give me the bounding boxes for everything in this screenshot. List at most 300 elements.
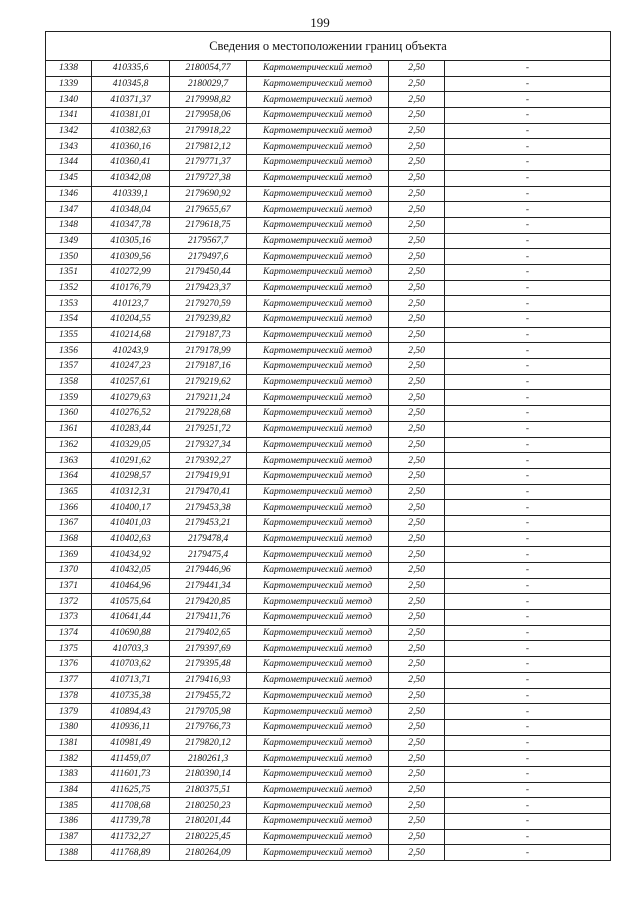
- description-cell: -: [445, 719, 611, 735]
- y-coordinate-cell: 2179423,37: [170, 280, 247, 296]
- x-coordinate-cell: 410371,37: [92, 92, 170, 108]
- x-coordinate-cell: 410936,11: [92, 719, 170, 735]
- accuracy-cell: 2,50: [389, 845, 445, 861]
- y-coordinate-cell: 2179251,72: [170, 421, 247, 437]
- description-cell: -: [445, 406, 611, 422]
- table-row: [46, 751, 611, 767]
- accuracy-cell: 2,50: [389, 437, 445, 453]
- accuracy-cell: 2,50: [389, 672, 445, 688]
- point-number-cell: 1368: [46, 531, 92, 547]
- point-number-cell: 1383: [46, 766, 92, 782]
- y-coordinate-cell: 2179998,82: [170, 92, 247, 108]
- x-coordinate-cell: 410703,3: [92, 641, 170, 657]
- accuracy-cell: 2,50: [389, 296, 445, 312]
- accuracy-cell: 2,50: [389, 625, 445, 641]
- y-coordinate-cell: 2179771,37: [170, 155, 247, 171]
- point-number-cell: 1344: [46, 155, 92, 171]
- table-row: [46, 170, 611, 186]
- table-row: [46, 406, 611, 422]
- x-coordinate-cell: 410309,56: [92, 249, 170, 265]
- point-number-cell: 1384: [46, 782, 92, 798]
- table-row: [46, 421, 611, 437]
- method-cell: Картометрический метод: [247, 625, 389, 641]
- y-coordinate-cell: 2179453,38: [170, 500, 247, 516]
- x-coordinate-cell: 410342,08: [92, 170, 170, 186]
- description-cell: -: [445, 312, 611, 328]
- y-coordinate-cell: 2179211,24: [170, 390, 247, 406]
- table-row: [46, 688, 611, 704]
- point-number-cell: 1358: [46, 374, 92, 390]
- table-row: [46, 610, 611, 626]
- description-cell: -: [445, 845, 611, 861]
- accuracy-cell: 2,50: [389, 610, 445, 626]
- table-row: [46, 186, 611, 202]
- description-cell: -: [445, 374, 611, 390]
- method-cell: Картометрический метод: [247, 531, 389, 547]
- table-title-row: [46, 32, 611, 61]
- table-row: [46, 672, 611, 688]
- point-number-cell: 1385: [46, 798, 92, 814]
- point-number-cell: 1388: [46, 845, 92, 861]
- description-cell: -: [445, 343, 611, 359]
- table-row: [46, 155, 611, 171]
- method-cell: Картометрический метод: [247, 139, 389, 155]
- description-cell: -: [445, 641, 611, 657]
- page-number: 199: [310, 15, 330, 30]
- description-cell: -: [445, 186, 611, 202]
- x-coordinate-cell: 410641,44: [92, 610, 170, 626]
- point-number-cell: 1374: [46, 625, 92, 641]
- method-cell: Картометрический метод: [247, 515, 389, 531]
- table-row: [46, 563, 611, 579]
- accuracy-cell: 2,50: [389, 202, 445, 218]
- description-cell: -: [445, 563, 611, 579]
- method-cell: Картометрический метод: [247, 92, 389, 108]
- accuracy-cell: 2,50: [389, 453, 445, 469]
- description-cell: -: [445, 76, 611, 92]
- table-row: [46, 437, 611, 453]
- description-cell: -: [445, 249, 611, 265]
- table-row: [46, 547, 611, 563]
- accuracy-cell: 2,50: [389, 217, 445, 233]
- table-row: [46, 766, 611, 782]
- accuracy-cell: 2,50: [389, 766, 445, 782]
- table-row: [46, 202, 611, 218]
- description-cell: -: [445, 672, 611, 688]
- x-coordinate-cell: 410360,41: [92, 155, 170, 171]
- description-cell: -: [445, 766, 611, 782]
- x-coordinate-cell: 411732,27: [92, 829, 170, 845]
- y-coordinate-cell: 2179419,91: [170, 468, 247, 484]
- table-row: [46, 76, 611, 92]
- x-coordinate-cell: 410981,49: [92, 735, 170, 751]
- method-cell: Картометрический метод: [247, 814, 389, 830]
- point-number-cell: 1369: [46, 547, 92, 563]
- y-coordinate-cell: 2179820,12: [170, 735, 247, 751]
- method-cell: Картометрический метод: [247, 202, 389, 218]
- description-cell: -: [445, 798, 611, 814]
- table-row: [46, 829, 611, 845]
- method-cell: Картометрический метод: [247, 641, 389, 657]
- method-cell: Картометрический метод: [247, 719, 389, 735]
- accuracy-cell: 2,50: [389, 688, 445, 704]
- y-coordinate-cell: 2179392,27: [170, 453, 247, 469]
- x-coordinate-cell: 410329,05: [92, 437, 170, 453]
- method-cell: Картометрический метод: [247, 217, 389, 233]
- table-row: [46, 249, 611, 265]
- x-coordinate-cell: 410176,79: [92, 280, 170, 296]
- accuracy-cell: 2,50: [389, 359, 445, 375]
- table-row: [46, 515, 611, 531]
- x-coordinate-cell: 410345,8: [92, 76, 170, 92]
- point-number-cell: 1381: [46, 735, 92, 751]
- y-coordinate-cell: 2179397,69: [170, 641, 247, 657]
- description-cell: -: [445, 108, 611, 124]
- x-coordinate-cell: 410713,71: [92, 672, 170, 688]
- table-row: [46, 123, 611, 139]
- x-coordinate-cell: 410464,96: [92, 578, 170, 594]
- table-row: [46, 453, 611, 469]
- y-coordinate-cell: 2180250,23: [170, 798, 247, 814]
- method-cell: Картометрический метод: [247, 249, 389, 265]
- point-number-cell: 1372: [46, 594, 92, 610]
- point-number-cell: 1387: [46, 829, 92, 845]
- accuracy-cell: 2,50: [389, 657, 445, 673]
- method-cell: Картометрический метод: [247, 61, 389, 77]
- method-cell: Картометрический метод: [247, 766, 389, 782]
- point-number-cell: 1346: [46, 186, 92, 202]
- y-coordinate-cell: 2180375,51: [170, 782, 247, 798]
- method-cell: Картометрический метод: [247, 672, 389, 688]
- x-coordinate-cell: 410214,68: [92, 327, 170, 343]
- x-coordinate-cell: 410400,17: [92, 500, 170, 516]
- accuracy-cell: 2,50: [389, 406, 445, 422]
- x-coordinate-cell: 410575,64: [92, 594, 170, 610]
- method-cell: Картометрический метод: [247, 500, 389, 516]
- point-number-cell: 1382: [46, 751, 92, 767]
- point-number-cell: 1349: [46, 233, 92, 249]
- table-title: Сведения о местоположении границ объекта: [46, 32, 611, 61]
- x-coordinate-cell: 410291,62: [92, 453, 170, 469]
- table-row: [46, 484, 611, 500]
- accuracy-cell: 2,50: [389, 139, 445, 155]
- x-coordinate-cell: 410279,63: [92, 390, 170, 406]
- method-cell: Картометрический метод: [247, 233, 389, 249]
- method-cell: Картометрический метод: [247, 437, 389, 453]
- x-coordinate-cell: 410401,03: [92, 515, 170, 531]
- table-row: [46, 468, 611, 484]
- y-coordinate-cell: 2180029,7: [170, 76, 247, 92]
- x-coordinate-cell: 410348,04: [92, 202, 170, 218]
- accuracy-cell: 2,50: [389, 170, 445, 186]
- x-coordinate-cell: 410247,23: [92, 359, 170, 375]
- description-cell: -: [445, 359, 611, 375]
- accuracy-cell: 2,50: [389, 421, 445, 437]
- table-row: [46, 814, 611, 830]
- description-cell: -: [445, 280, 611, 296]
- point-number-cell: 1341: [46, 108, 92, 124]
- description-cell: -: [445, 625, 611, 641]
- y-coordinate-cell: 2179470,41: [170, 484, 247, 500]
- y-coordinate-cell: 2179453,21: [170, 515, 247, 531]
- y-coordinate-cell: 2179420,85: [170, 594, 247, 610]
- accuracy-cell: 2,50: [389, 735, 445, 751]
- point-number-cell: 1363: [46, 453, 92, 469]
- accuracy-cell: 2,50: [389, 484, 445, 500]
- table-row: [46, 594, 611, 610]
- accuracy-cell: 2,50: [389, 829, 445, 845]
- description-cell: -: [445, 92, 611, 108]
- y-coordinate-cell: 2179416,93: [170, 672, 247, 688]
- point-number-cell: 1377: [46, 672, 92, 688]
- description-cell: -: [445, 657, 611, 673]
- accuracy-cell: 2,50: [389, 76, 445, 92]
- accuracy-cell: 2,50: [389, 814, 445, 830]
- y-coordinate-cell: 2179187,16: [170, 359, 247, 375]
- accuracy-cell: 2,50: [389, 719, 445, 735]
- table-row: [46, 390, 611, 406]
- boundary-table: [45, 31, 611, 861]
- y-coordinate-cell: 2179812,12: [170, 139, 247, 155]
- table-row: [46, 641, 611, 657]
- x-coordinate-cell: 411739,78: [92, 814, 170, 830]
- y-coordinate-cell: 2180390,14: [170, 766, 247, 782]
- x-coordinate-cell: 410690,88: [92, 625, 170, 641]
- method-cell: Картометрический метод: [247, 359, 389, 375]
- table-row: [46, 798, 611, 814]
- method-cell: Картометрический метод: [247, 751, 389, 767]
- method-cell: Картометрический метод: [247, 578, 389, 594]
- table-row: [46, 719, 611, 735]
- table-row: [46, 217, 611, 233]
- description-cell: -: [445, 217, 611, 233]
- accuracy-cell: 2,50: [389, 155, 445, 171]
- description-cell: -: [445, 61, 611, 77]
- y-coordinate-cell: 2180261,3: [170, 751, 247, 767]
- accuracy-cell: 2,50: [389, 578, 445, 594]
- y-coordinate-cell: 2179918,22: [170, 123, 247, 139]
- y-coordinate-cell: 2179455,72: [170, 688, 247, 704]
- y-coordinate-cell: 2179178,99: [170, 343, 247, 359]
- table-row: [46, 359, 611, 375]
- y-coordinate-cell: 2179187,73: [170, 327, 247, 343]
- x-coordinate-cell: 410703,62: [92, 657, 170, 673]
- table-row: [46, 343, 611, 359]
- accuracy-cell: 2,50: [389, 798, 445, 814]
- x-coordinate-cell: 410382,63: [92, 123, 170, 139]
- point-number-cell: 1365: [46, 484, 92, 500]
- method-cell: Картометрический метод: [247, 594, 389, 610]
- x-coordinate-cell: 411459,07: [92, 751, 170, 767]
- table-row: [46, 296, 611, 312]
- table-row: [46, 845, 611, 861]
- description-cell: -: [445, 170, 611, 186]
- method-cell: Картометрический метод: [247, 704, 389, 720]
- point-number-cell: 1373: [46, 610, 92, 626]
- x-coordinate-cell: 411625,75: [92, 782, 170, 798]
- method-cell: Картометрический метод: [247, 343, 389, 359]
- point-number-cell: 1343: [46, 139, 92, 155]
- description-cell: -: [445, 751, 611, 767]
- accuracy-cell: 2,50: [389, 312, 445, 328]
- table-row: [46, 61, 611, 77]
- y-coordinate-cell: 2179618,75: [170, 217, 247, 233]
- accuracy-cell: 2,50: [389, 280, 445, 296]
- y-coordinate-cell: 2179478,4: [170, 531, 247, 547]
- description-cell: -: [445, 688, 611, 704]
- method-cell: Картометрический метод: [247, 264, 389, 280]
- x-coordinate-cell: 410432,05: [92, 563, 170, 579]
- x-coordinate-cell: 410123,7: [92, 296, 170, 312]
- description-cell: -: [445, 437, 611, 453]
- method-cell: Картометрический метод: [247, 421, 389, 437]
- table-row: [46, 625, 611, 641]
- table-row: [46, 312, 611, 328]
- y-coordinate-cell: 2180264,09: [170, 845, 247, 861]
- y-coordinate-cell: 2179270,59: [170, 296, 247, 312]
- table-row: [46, 735, 611, 751]
- description-cell: -: [445, 264, 611, 280]
- description-cell: -: [445, 453, 611, 469]
- x-coordinate-cell: 410272,99: [92, 264, 170, 280]
- method-cell: Картометрический метод: [247, 453, 389, 469]
- method-cell: Картометрический метод: [247, 547, 389, 563]
- y-coordinate-cell: 2179228,68: [170, 406, 247, 422]
- method-cell: Картометрический метод: [247, 186, 389, 202]
- method-cell: Картометрический метод: [247, 327, 389, 343]
- point-number-cell: 1338: [46, 61, 92, 77]
- x-coordinate-cell: 410402,63: [92, 531, 170, 547]
- description-cell: -: [445, 735, 611, 751]
- accuracy-cell: 2,50: [389, 641, 445, 657]
- description-cell: -: [445, 390, 611, 406]
- point-number-cell: 1360: [46, 406, 92, 422]
- table-row: [46, 657, 611, 673]
- description-cell: -: [445, 814, 611, 830]
- method-cell: Картометрический метод: [247, 688, 389, 704]
- point-number-cell: 1352: [46, 280, 92, 296]
- accuracy-cell: 2,50: [389, 92, 445, 108]
- x-coordinate-cell: 411768,89: [92, 845, 170, 861]
- method-cell: Картометрический метод: [247, 484, 389, 500]
- description-cell: -: [445, 421, 611, 437]
- description-cell: -: [445, 296, 611, 312]
- x-coordinate-cell: 410276,52: [92, 406, 170, 422]
- point-number-cell: 1378: [46, 688, 92, 704]
- y-coordinate-cell: 2179446,96: [170, 563, 247, 579]
- description-cell: -: [445, 578, 611, 594]
- method-cell: Картометрический метод: [247, 374, 389, 390]
- accuracy-cell: 2,50: [389, 390, 445, 406]
- method-cell: Картометрический метод: [247, 735, 389, 751]
- accuracy-cell: 2,50: [389, 264, 445, 280]
- table-row: [46, 233, 611, 249]
- description-cell: -: [445, 139, 611, 155]
- point-number-cell: 1380: [46, 719, 92, 735]
- x-coordinate-cell: 410894,43: [92, 704, 170, 720]
- point-number-cell: 1350: [46, 249, 92, 265]
- y-coordinate-cell: 2179475,4: [170, 547, 247, 563]
- method-cell: Картометрический метод: [247, 123, 389, 139]
- y-coordinate-cell: 2180201,44: [170, 814, 247, 830]
- accuracy-cell: 2,50: [389, 343, 445, 359]
- y-coordinate-cell: 2179219,62: [170, 374, 247, 390]
- point-number-cell: 1375: [46, 641, 92, 657]
- description-cell: -: [445, 547, 611, 563]
- description-cell: -: [445, 829, 611, 845]
- point-number-cell: 1353: [46, 296, 92, 312]
- table-row: [46, 500, 611, 516]
- accuracy-cell: 2,50: [389, 123, 445, 139]
- x-coordinate-cell: 411708,68: [92, 798, 170, 814]
- y-coordinate-cell: 2179958,06: [170, 108, 247, 124]
- x-coordinate-cell: 410339,1: [92, 186, 170, 202]
- description-cell: -: [445, 704, 611, 720]
- point-number-cell: 1361: [46, 421, 92, 437]
- method-cell: Картометрический метод: [247, 76, 389, 92]
- table-row: [46, 108, 611, 124]
- point-number-cell: 1386: [46, 814, 92, 830]
- x-coordinate-cell: 410243,9: [92, 343, 170, 359]
- point-number-cell: 1342: [46, 123, 92, 139]
- method-cell: Картометрический метод: [247, 155, 389, 171]
- table-body: [46, 61, 611, 861]
- description-cell: -: [445, 155, 611, 171]
- x-coordinate-cell: 410298,57: [92, 468, 170, 484]
- accuracy-cell: 2,50: [389, 327, 445, 343]
- method-cell: Картометрический метод: [247, 782, 389, 798]
- y-coordinate-cell: 2179239,82: [170, 312, 247, 328]
- x-coordinate-cell: 410305,16: [92, 233, 170, 249]
- table-row: [46, 704, 611, 720]
- point-number-cell: 1359: [46, 390, 92, 406]
- method-cell: Картометрический метод: [247, 798, 389, 814]
- method-cell: Картометрический метод: [247, 296, 389, 312]
- method-cell: Картометрический метод: [247, 610, 389, 626]
- point-number-cell: 1362: [46, 437, 92, 453]
- method-cell: Картометрический метод: [247, 280, 389, 296]
- accuracy-cell: 2,50: [389, 500, 445, 516]
- y-coordinate-cell: 2179441,34: [170, 578, 247, 594]
- description-cell: -: [445, 594, 611, 610]
- y-coordinate-cell: 2179402,65: [170, 625, 247, 641]
- y-coordinate-cell: 2180225,45: [170, 829, 247, 845]
- point-number-cell: 1339: [46, 76, 92, 92]
- description-cell: -: [445, 782, 611, 798]
- point-number-cell: 1347: [46, 202, 92, 218]
- accuracy-cell: 2,50: [389, 468, 445, 484]
- point-number-cell: 1364: [46, 468, 92, 484]
- x-coordinate-cell: 410735,38: [92, 688, 170, 704]
- method-cell: Картометрический метод: [247, 312, 389, 328]
- y-coordinate-cell: 2179411,76: [170, 610, 247, 626]
- table-row: [46, 280, 611, 296]
- y-coordinate-cell: 2180054,77: [170, 61, 247, 77]
- table-row: [46, 374, 611, 390]
- method-cell: Картометрический метод: [247, 406, 389, 422]
- y-coordinate-cell: 2179567,7: [170, 233, 247, 249]
- description-cell: -: [445, 468, 611, 484]
- description-cell: -: [445, 500, 611, 516]
- point-number-cell: 1355: [46, 327, 92, 343]
- point-number-cell: 1340: [46, 92, 92, 108]
- table-row: [46, 139, 611, 155]
- description-cell: -: [445, 531, 611, 547]
- accuracy-cell: 2,50: [389, 233, 445, 249]
- description-cell: -: [445, 123, 611, 139]
- table-row: [46, 92, 611, 108]
- point-number-cell: 1345: [46, 170, 92, 186]
